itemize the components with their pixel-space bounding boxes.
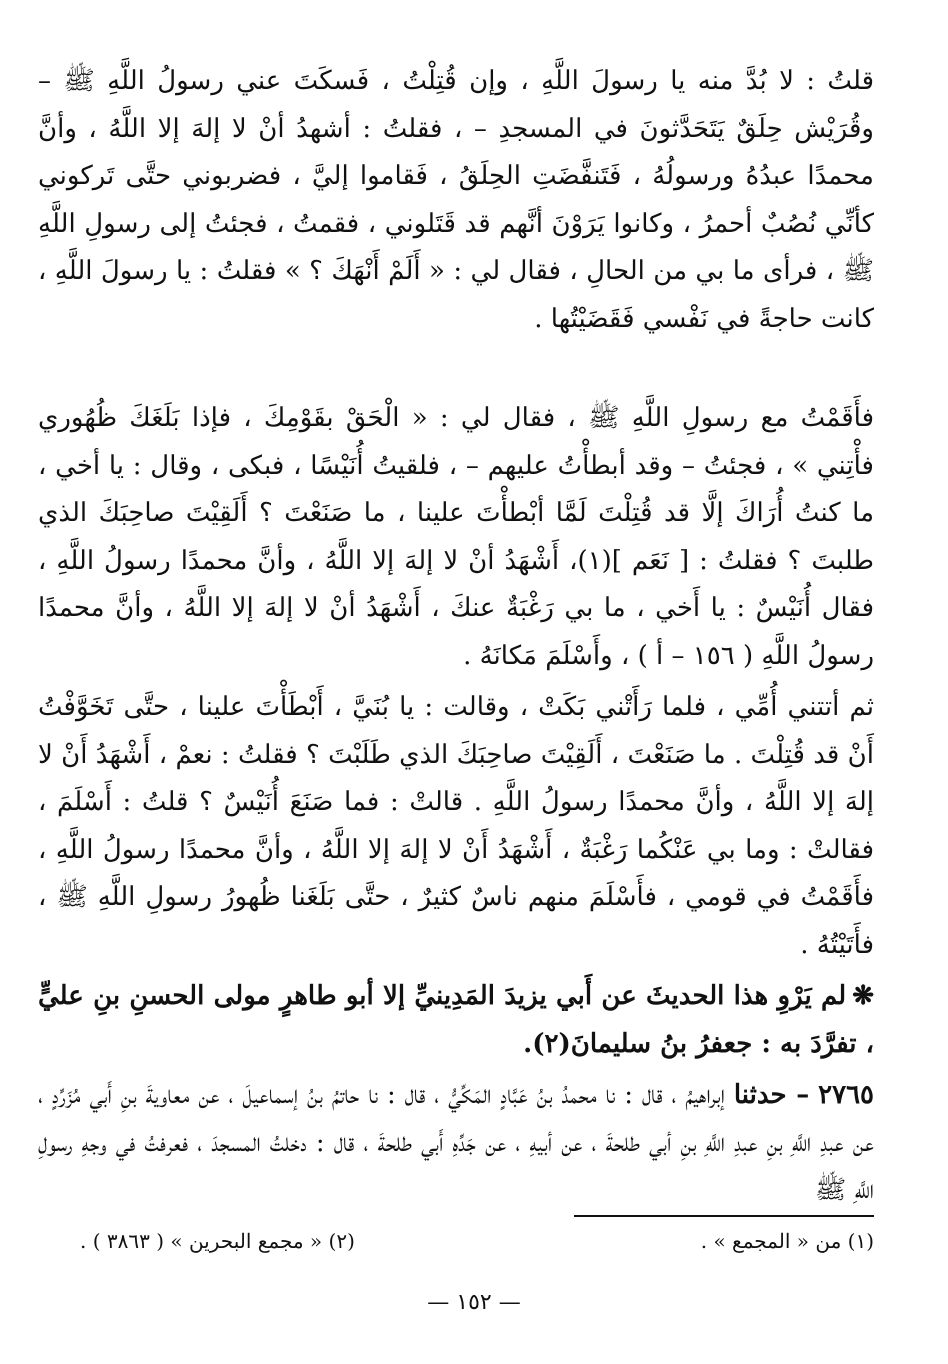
hadith-text: إبراهيمُ ، قال : نا محمدُ بنُ عَبَّادٍ المَكِّيُّ ، قال : نا حاتمُ بنُ إسماعيلَ ، عن معاويةَ بنِ أَبي مُزَرِّدٍ ، عن عبدِ اللَّهِ بنِ عبدِ اللَّهِ بنِ أبي طلحةَ ، عن أبيهِ ، عن جَدِّهِ أَبي طلحةَ ، قال : دخلتُ المسجدَ ، فعرفتُ في وجهِ رسولِ اللَّهِ ﷺ — [38, 1080, 874, 1205]
hadith-number: ٢٧٦٥ — [818, 1080, 875, 1110]
page-body — [38, 58, 874, 1215]
hadith-intro: – حدثنا — [733, 1080, 810, 1110]
footnote-1: (١) من « المجمع » . — [700, 1229, 874, 1253]
hadith-paragraph — [38, 1072, 874, 1215]
footnotes — [80, 1226, 874, 1256]
page-number: — ١٥٢ — — [427, 1290, 521, 1315]
paragraph-2: فأَقَمْتُ مع رسولِ اللَّهِ ﷺ ، فقال لي : « الْحَقْ بقَوْمِكَ ، فإذا بَلَغَكَ ظُهُوري فأْتِني » ، فجئتُ – وقد أبطأْتُ عليهم – ، فلقيتُ أُنَيْسًا ، فبكى ، وقال : يا أخي ، ما كنتُ أُرَاكَ إلَّا قد قُتِلْتَ لَمَّا أبْطأْتَ علينا ، ما صَنَعْتَ ؟ أَلَقِيْتَ صاحِبَكَ الذي طلبتَ ؟ فقلتُ : [ نَعَم ](١)، أَشْهَدُ أنْ لا إلهَ إلا اللَّهُ ، وأنَّ محمدًا رسولُ اللَّهِ ، فقال أُنَيْسٌ : يا أَخي ، ما بي رَغْبَةٌ عنكَ ، أَشْهَدُ أنْ لا إلهَ إلا اللَّهُ ، وأنَّ محمدًا رسولُ اللَّهِ ( ١٥٦ – أ ) ، وأَسْلَمَ مَكانَهُ . — [38, 403, 875, 671]
star-ornament: ❋ — [852, 981, 874, 1011]
footnote-divider — [574, 1215, 874, 1217]
paragraph-1: قلتُ : لا بُدَّ منه يا رسولَ اللَّهِ ، وإن قُتِلْتُ ، فَسكَتَ عني رسولُ اللَّهِ ﷺ – وقُرَيْش حِلَقٌ يَتَحَدَّثونَ في المسجدِ – ، فقلتُ : أشهدُ أنْ لا إلهَ إلا اللَّهُ ، وأنَّ محمدًا عبدُهُ ورسولُهُ ، فَتَنفَّضَتِ الحِلَقُ ، فَقاموا إليَّ ، فضربوني حتَّى تَركوني كأنِّي نُصُبٌ أحمرُ ، وكانوا يَرَوْنَ أنَّهم قد قَتَلوني ، فقمتُ ، فجئتُ إلى رسولِ اللَّهِ ﷺ ، فرأى ما بي من الحالِ ، فقال لي : « أَلَمْ أَنْهَكَ ؟ » فقلتُ : يا رسولَ اللَّهِ ، كانت حاجةً في نَفْسي فَقَضَيْتُها . — [38, 66, 874, 334]
paragraph-3: ثم أتتني أُمِّي ، فلما رَأَتْني بَكَتْ ، وقالت : يا بُنَيَّ ، أَبْطَأْتَ علينا ، حتَّى تَخَوَّفْتُ أَنْ قد قُتِلْتَ . ما صَنَعْتَ ، أَلَقِيْتَ صاحِبَكَ الذي طَلَبْتَ ؟ فقلتُ : نعمْ ، أَشْهَدُ أَنْ لا إلهَ إلا اللَّهُ ، وأنَّ محمدًا رسولُ اللَّهِ . قالتْ : فما صَنَعَ أُنَيْسٌ ؟ قلتُ : أَسْلَمَ ، فقالتْ : وما بي عَنْكُما رَغْبَةٌ ، أَشْهَدُ أَنْ لا إلهَ إلا اللَّهُ ، وأنَّ محمدًا رسولُ اللَّهِ ، فأَقَمْتُ في قومي ، فأَسْلَمَ منهم ناسٌ كثيرٌ ، حتَّى بَلَغَنا ظُهورُ رسولِ اللَّهِ ﷺ ، فأَتَيْتُهُ . — [38, 692, 874, 960]
author-note-text: لم يَرْوِ هذا الحديثَ عن أَبي يزيدَ المَدِينيِّ إلا أبو طاهرٍ مولى الحسنِ بنِ عليٍّ ، تفرَّدَ به : جعفرُ بنُ سليمانَ(٢). — [38, 981, 874, 1059]
footnote-2: (٢) « مجمع البحرين » ( ٣٨٦٣ ) . — [80, 1229, 355, 1253]
author-note — [38, 973, 874, 1068]
